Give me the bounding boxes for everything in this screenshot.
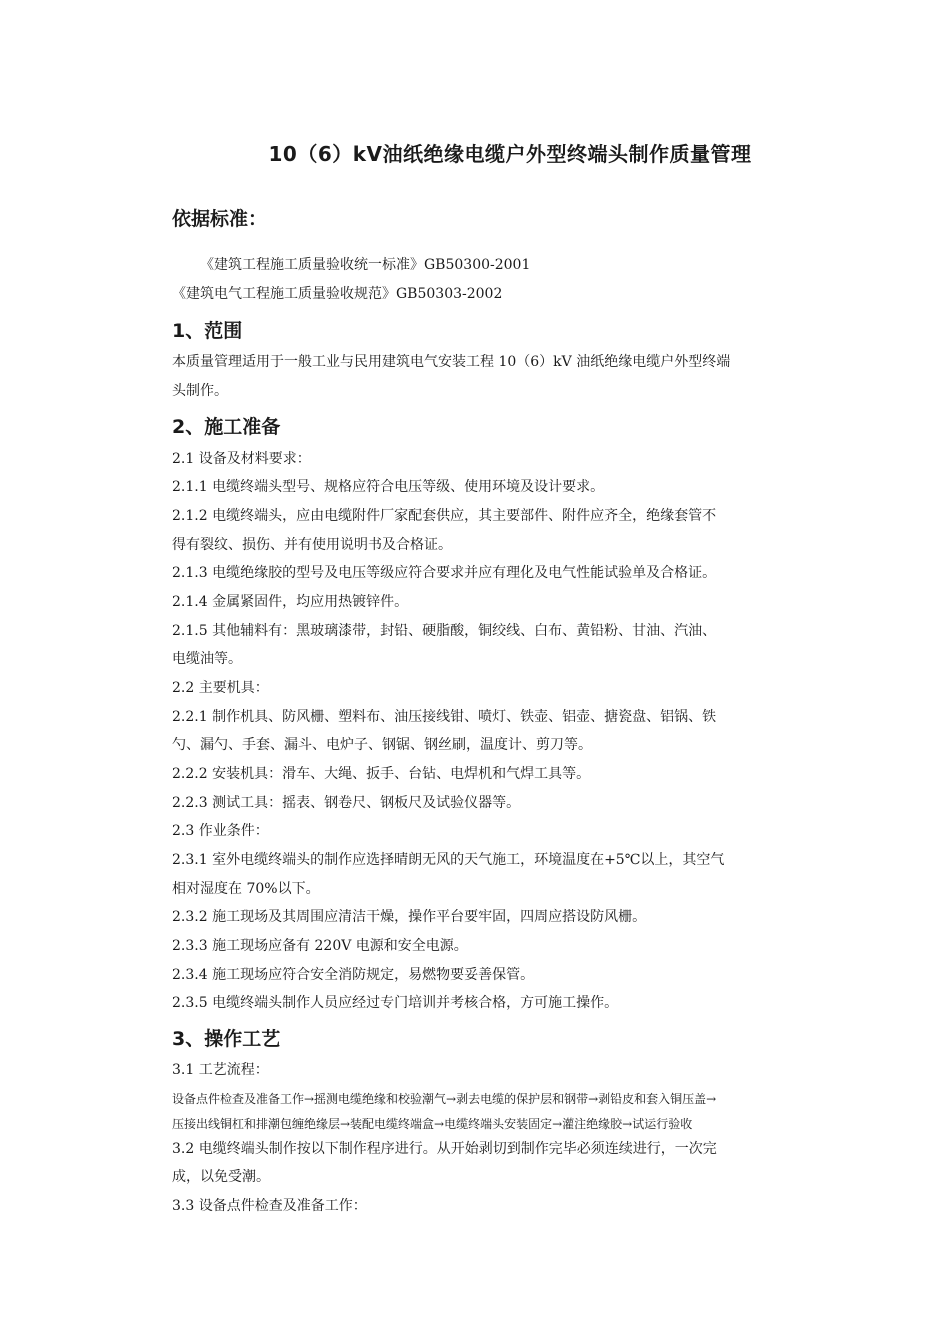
section-1-line: 头制作。 — [172, 383, 228, 399]
section-2-line: 2.2.2 安装机具：滑车、大绳、扳手、台钻、电焊机和气焊工具等。 — [172, 766, 591, 782]
section-2-line: 2.3.1 室外电缆终端头的制作应选择晴朗无风的天气施工，环境温度在+5℃以上，其空气 — [172, 852, 725, 868]
section-1-line: 本质量管理适用于一般工业与民用建筑电气安装工程 10（6）kV 油纸绝缘电缆户外型终端 — [172, 354, 731, 370]
section-2-line: 2.3.4 施工现场应符合安全消防规定，易燃物要妥善保管。 — [172, 967, 535, 983]
section-2-line: 得有裂纹、损伤、并有使用说明书及合格证。 — [172, 537, 452, 553]
process-flow-line: 设备点件检查及准备工作→摇测电缆绝缘和校验潮气→剥去电缆的保护层和钢带→剥铅皮和套入铜压盖→ — [172, 1092, 717, 1106]
section-3-line: 3.3 设备点件检查及准备工作： — [172, 1198, 367, 1214]
section-2-line: 2.2 主要机具： — [172, 680, 269, 696]
section-2-line: 2.2.1 制作机具、防风栅、塑料布、油压接线钳、喷灯、铁壶、铝壶、搪瓷盘、铝锅、铁 — [172, 709, 717, 725]
section-2-line: 2.3.5 电缆终端头制作人员应经过专门培训并考核合格，方可施工操作。 — [172, 995, 619, 1011]
section-2-line: 2.1.3 电缆绝缘胶的型号及电压等级应符合要求并应有理化及电气性能试验单及合格证。 — [172, 565, 717, 581]
basis-heading: 依据标准： — [172, 208, 268, 230]
section-2-line: 2.3 作业条件： — [172, 823, 269, 839]
section-3-line: 3.1 工艺流程： — [172, 1062, 269, 1078]
section-2-line: 2.3.2 施工现场及其周围应清洁干燥，操作平台要牢固，四周应搭设防风栅。 — [172, 909, 647, 925]
section-2-line: 电缆油等。 — [172, 651, 242, 667]
section-2-heading: 2、施工准备 — [172, 416, 281, 438]
section-2-line: 2.1.1 电缆终端头型号、规格应符合电压等级、使用环境及设计要求。 — [172, 479, 605, 495]
basis-item-1: 《建筑工程施工质量验收统一标准》GB50300-2001 — [200, 257, 531, 273]
section-1-heading: 1、范围 — [172, 320, 243, 342]
section-2-line: 2.1.4 金属紧固件，均应用热镀锌件。 — [172, 594, 409, 610]
section-3-line: 3.2 电缆终端头制作按以下制作程序进行。从开始剥切到制作完毕必须连续进行，一次完 — [172, 1141, 717, 1157]
basis-item-2: 《建筑电气工程施工质量验收规范》GB50303-2002 — [172, 286, 503, 302]
section-3-heading: 3、操作工艺 — [172, 1028, 281, 1050]
section-2-line: 相对湿度在 70%以下。 — [172, 881, 320, 897]
section-2-line: 勺、漏勺、手套、漏斗、电炉子、钢锯、钢丝刷，温度计、剪刀等。 — [172, 737, 592, 753]
process-flow-line: 压接出线铜杠和排潮包缠绝缘层→装配电缆终端盒→电缆终端头安装固定→灌注绝缘胶→试运行验收 — [172, 1117, 693, 1131]
section-2-line: 2.1.2 电缆终端头，应由电缆附件厂家配套供应，其主要部件、附件应齐全，绝缘套管不 — [172, 508, 717, 524]
section-2-line: 2.1 设备及材料要求： — [172, 451, 311, 467]
section-2-line: 2.3.3 施工现场应备有 220V 电源和安全电源。 — [172, 938, 468, 954]
document-title: 10（6）kV油纸绝缘电缆户外型终端头制作质量管理 — [268, 142, 752, 166]
section-3-line: 成，以免受潮。 — [172, 1169, 270, 1185]
section-2-line: 2.2.3 测试工具：摇表、钢卷尺、钢板尺及试验仪器等。 — [172, 795, 521, 811]
section-2-line: 2.1.5 其他辅料有：黑玻璃漆带，封铅、硬脂酸，铜绞线、白布、黄铅粉、甘油、汽油、 — [172, 623, 717, 639]
